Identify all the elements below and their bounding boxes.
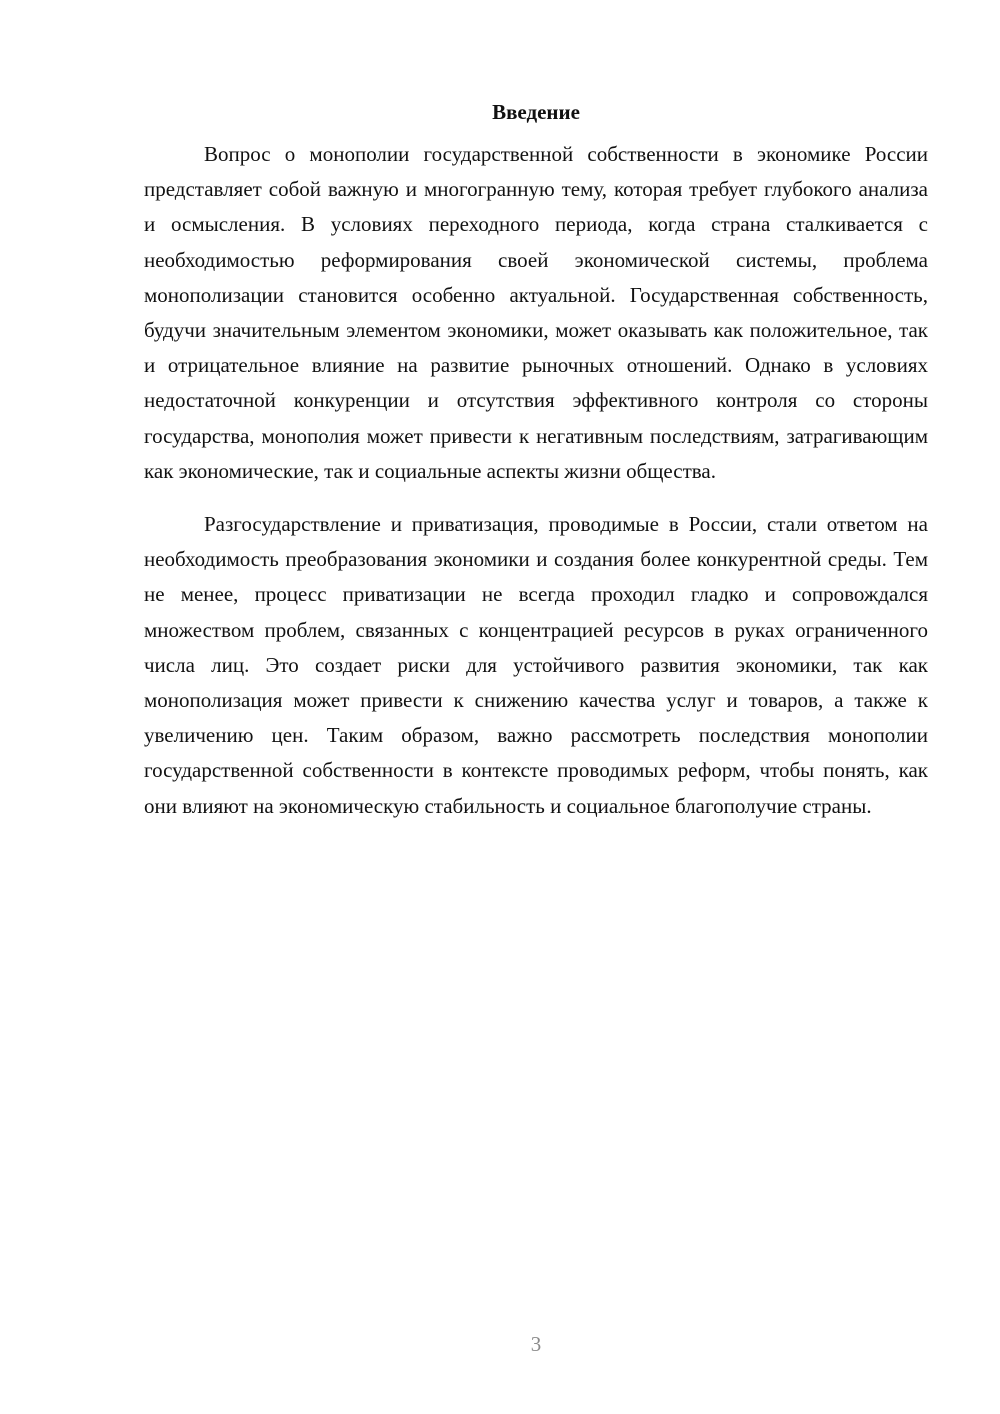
paragraph-1: Вопрос о монополии государственной собственности в экономике России представляет собой важную и многогранную тему, которая требует глубокого анализа и осмысления. В условиях переходного периода, когда страна сталкивается с необходимостью реформирования своей экономической системы, проблема монополизации становится особенно актуальной. Государственная собственность, будучи значительным элементом экономики, может оказывать как положительное, так и отрицательное влияние на развитие рыночных отношений. Однако в условиях недостаточной конкуренции и отсутствия эффективного контроля со стороны государства, монополия может привести к негативным последствиям, затрагивающим как экономические, так и социальные аспекты жизни общества. — [144, 142, 928, 483]
page-number: 3 — [530, 1332, 542, 1356]
paragraph-2: Разгосударствление и приватизация, проводимые в России, стали ответом на необходимость преобразования экономики и создания более конкурентной среды. Тем не менее, процесс приватизации не всегда проходил гладко и сопровождался множеством проблем, связанных с концентрацией ресурсов в руках ограниченного числа лиц. Это создает риски для устойчивого развития экономики, так как монополизация может привести к снижению качества услуг и товаров, а также к увеличению цен. Таким образом, важно рассмотреть последствия монополии государственной собственности в контексте проводимых реформ, чтобы понять, как они влияют на экономическую стабильность и социальное благополучие страны. — [144, 512, 928, 818]
section-title: Введение — [492, 100, 580, 124]
page-body — [144, 96, 928, 824]
